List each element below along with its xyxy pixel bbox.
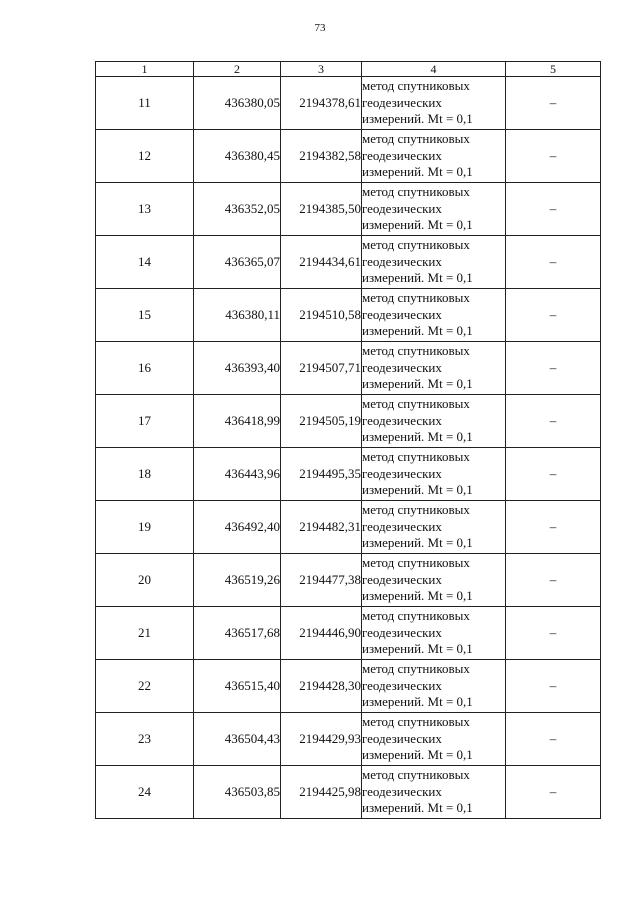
x-coordinate-cell: 436352,05 xyxy=(194,183,281,236)
table-row xyxy=(96,130,601,183)
x-coordinate-cell: 436519,26 xyxy=(194,554,281,607)
header-col-3: 3 xyxy=(281,62,362,77)
method-line: метод спутниковых xyxy=(362,714,470,730)
point-number-cell: 24 xyxy=(96,766,194,819)
method-line: измерений. Mt = 0,1 xyxy=(362,217,473,233)
method-cell xyxy=(362,289,506,342)
page-number: 73 xyxy=(314,22,326,34)
method-line: измерений. Mt = 0,1 xyxy=(362,164,473,180)
x-coordinate-cell: 436380,05 xyxy=(194,77,281,130)
method-cell xyxy=(362,766,506,819)
y-coordinate-cell: 2194385,50 xyxy=(281,183,362,236)
method-cell xyxy=(362,660,506,713)
method-cell xyxy=(362,395,506,448)
point-number-cell: 14 xyxy=(96,236,194,289)
y-coordinate-cell: 2194507,71 xyxy=(281,342,362,395)
y-coordinate-cell: 2194446,90 xyxy=(281,607,362,660)
header-col-1: 1 xyxy=(96,62,194,77)
point-number-cell: 17 xyxy=(96,395,194,448)
column-5-cell: – xyxy=(506,77,601,130)
y-coordinate-cell: 2194434,61 xyxy=(281,236,362,289)
y-coordinate-cell: 2194482,31 xyxy=(281,501,362,554)
method-line: геодезических xyxy=(362,147,442,163)
method-line: геодезических xyxy=(362,571,442,587)
method-line: геодезических xyxy=(362,677,442,693)
method-line: метод спутниковых xyxy=(362,661,470,677)
method-line: измерений. Mt = 0,1 xyxy=(362,694,473,710)
y-coordinate-cell: 2194477,38 xyxy=(281,554,362,607)
point-number-cell: 20 xyxy=(96,554,194,607)
method-cell xyxy=(362,448,506,501)
table-header xyxy=(96,62,601,77)
table-row xyxy=(96,554,601,607)
point-number-cell: 16 xyxy=(96,342,194,395)
column-5-cell: – xyxy=(506,395,601,448)
point-number-cell: 18 xyxy=(96,448,194,501)
method-line: измерений. Mt = 0,1 xyxy=(362,376,473,392)
method-cell xyxy=(362,501,506,554)
method-line: метод спутниковых xyxy=(362,290,470,306)
method-line: измерений. Mt = 0,1 xyxy=(362,535,473,551)
table-row xyxy=(96,342,601,395)
y-coordinate-cell: 2194382,58 xyxy=(281,130,362,183)
method-line: геодезических xyxy=(362,306,442,322)
x-coordinate-cell: 436380,11 xyxy=(194,289,281,342)
method-line: измерений. Mt = 0,1 xyxy=(362,111,473,127)
column-5-cell: – xyxy=(506,501,601,554)
y-coordinate-cell: 2194495,35 xyxy=(281,448,362,501)
column-5-cell: – xyxy=(506,660,601,713)
method-line: метод спутниковых xyxy=(362,767,470,783)
table-row xyxy=(96,448,601,501)
method-line: метод спутниковых xyxy=(362,608,470,624)
column-5-cell: – xyxy=(506,448,601,501)
method-cell xyxy=(362,342,506,395)
y-coordinate-cell: 2194428,30 xyxy=(281,660,362,713)
method-line: измерений. Mt = 0,1 xyxy=(362,270,473,286)
header-row xyxy=(96,62,601,77)
x-coordinate-cell: 436380,45 xyxy=(194,130,281,183)
x-coordinate-cell: 436503,85 xyxy=(194,766,281,819)
x-coordinate-cell: 436515,40 xyxy=(194,660,281,713)
column-5-cell: – xyxy=(506,554,601,607)
point-number-cell: 11 xyxy=(96,77,194,130)
x-coordinate-cell: 436443,96 xyxy=(194,448,281,501)
y-coordinate-cell: 2194505,19 xyxy=(281,395,362,448)
table-row xyxy=(96,395,601,448)
method-line: метод спутниковых xyxy=(362,78,470,94)
method-line: метод спутниковых xyxy=(362,555,470,571)
column-5-cell: – xyxy=(506,289,601,342)
x-coordinate-cell: 436393,40 xyxy=(194,342,281,395)
column-5-cell: – xyxy=(506,607,601,660)
point-number-cell: 15 xyxy=(96,289,194,342)
x-coordinate-cell: 436418,99 xyxy=(194,395,281,448)
column-5-cell: – xyxy=(506,130,601,183)
method-line: измерений. Mt = 0,1 xyxy=(362,323,473,339)
point-number-cell: 12 xyxy=(96,130,194,183)
method-line: метод спутниковых xyxy=(362,184,470,200)
y-coordinate-cell: 2194510,58 xyxy=(281,289,362,342)
point-number-cell: 19 xyxy=(96,501,194,554)
point-number-cell: 23 xyxy=(96,713,194,766)
column-5-cell: – xyxy=(506,236,601,289)
x-coordinate-cell: 436492,40 xyxy=(194,501,281,554)
header-col-4: 4 xyxy=(362,62,506,77)
method-cell xyxy=(362,607,506,660)
method-line: метод спутниковых xyxy=(362,237,470,253)
table-row xyxy=(96,713,601,766)
method-line: измерений. Mt = 0,1 xyxy=(362,641,473,657)
header-col-5: 5 xyxy=(506,62,601,77)
method-line: измерений. Mt = 0,1 xyxy=(362,482,473,498)
method-line: геодезических xyxy=(362,94,442,110)
method-line: измерений. Mt = 0,1 xyxy=(362,588,473,604)
method-cell xyxy=(362,554,506,607)
method-cell xyxy=(362,130,506,183)
y-coordinate-cell: 2194378,61 xyxy=(281,77,362,130)
method-cell xyxy=(362,183,506,236)
column-5-cell: – xyxy=(506,713,601,766)
method-line: метод спутниковых xyxy=(362,396,470,412)
method-cell xyxy=(362,713,506,766)
table-row xyxy=(96,766,601,819)
point-number-cell: 22 xyxy=(96,660,194,713)
method-line: геодезических xyxy=(362,412,442,428)
method-line: геодезических xyxy=(362,624,442,640)
method-line: метод спутниковых xyxy=(362,343,470,359)
x-coordinate-cell: 436517,68 xyxy=(194,607,281,660)
header-col-2: 2 xyxy=(194,62,281,77)
method-cell xyxy=(362,77,506,130)
method-line: геодезических xyxy=(362,253,442,269)
method-line: метод спутниковых xyxy=(362,131,470,147)
method-line: метод спутниковых xyxy=(362,449,470,465)
point-number-cell: 13 xyxy=(96,183,194,236)
method-line: геодезических xyxy=(362,783,442,799)
column-5-cell: – xyxy=(506,183,601,236)
method-line: метод спутниковых xyxy=(362,502,470,518)
coordinates-table xyxy=(95,61,601,819)
method-line: геодезических xyxy=(362,359,442,375)
method-line: геодезических xyxy=(362,518,442,534)
method-line: измерений. Mt = 0,1 xyxy=(362,429,473,445)
x-coordinate-cell: 436365,07 xyxy=(194,236,281,289)
method-line: геодезических xyxy=(362,200,442,216)
method-line: измерений. Mt = 0,1 xyxy=(362,747,473,763)
method-cell xyxy=(362,236,506,289)
table-body xyxy=(96,77,601,819)
method-line: геодезических xyxy=(362,730,442,746)
method-line: измерений. Mt = 0,1 xyxy=(362,800,473,816)
y-coordinate-cell: 2194425,98 xyxy=(281,766,362,819)
table-row xyxy=(96,183,601,236)
table-row xyxy=(96,236,601,289)
column-5-cell: – xyxy=(506,766,601,819)
method-line: геодезических xyxy=(362,465,442,481)
table-row xyxy=(96,77,601,130)
x-coordinate-cell: 436504,43 xyxy=(194,713,281,766)
point-number-cell: 21 xyxy=(96,607,194,660)
table-row xyxy=(96,501,601,554)
table-row xyxy=(96,660,601,713)
column-5-cell: – xyxy=(506,342,601,395)
y-coordinate-cell: 2194429,93 xyxy=(281,713,362,766)
table-row xyxy=(96,289,601,342)
table-row xyxy=(96,607,601,660)
